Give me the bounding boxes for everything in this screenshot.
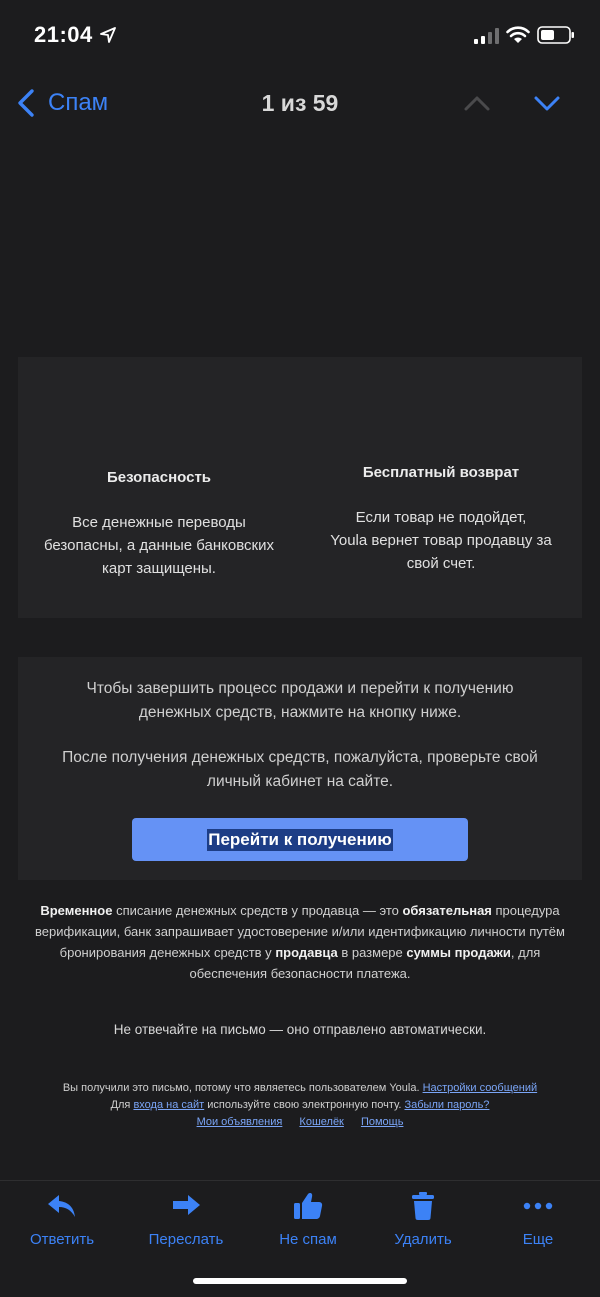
- home-indicator[interactable]: [193, 1278, 407, 1284]
- feature-title: Бесплатный возврат: [362, 464, 520, 481]
- wallet-link[interactable]: Кошелёк: [299, 1116, 344, 1128]
- thumbs-up-icon: [292, 1191, 324, 1221]
- forward-button[interactable]: [128, 1185, 244, 1248]
- get-payment-button[interactable]: [132, 818, 468, 861]
- feature-desc-line: Все денежные переводы: [72, 514, 246, 531]
- battery-icon: [537, 26, 575, 44]
- feature-security: [18, 357, 300, 618]
- forward-label: Переслать: [148, 1231, 224, 1248]
- message-settings-link[interactable]: Настройки сообщений: [422, 1082, 538, 1094]
- not-spam-button[interactable]: [250, 1185, 366, 1248]
- status-time: 21:04: [34, 22, 93, 47]
- footer-login-line: Для входа на сайт используйте свою электронную почту. Забыли пароль?: [110, 1099, 490, 1111]
- feature-desc-line: Если товар не подойдет,: [355, 509, 527, 526]
- feature-free-return: [300, 357, 582, 618]
- bottom-toolbar: [0, 1185, 600, 1265]
- feature-description: [18, 511, 300, 580]
- features-panel: [18, 357, 582, 618]
- more-label: Еще: [522, 1231, 554, 1248]
- reply-icon: [46, 1191, 78, 1221]
- site-login-link[interactable]: входа на сайт: [133, 1099, 205, 1111]
- message-counter: 1 из 59: [261, 90, 339, 116]
- chevron-up-icon[interactable]: [462, 92, 492, 114]
- signal-icon: [474, 28, 500, 44]
- cta-instruction: Чтобы завершить процесс продажи и перейти к получению денежных средств, нажмите на кнопку ниже.: [86, 680, 514, 721]
- no-reply-notice: Не отвечайте на письмо — оно отправлено автоматически.: [113, 1022, 487, 1037]
- disclaimer-text: Временное списание денежных средств у продавца — это обязательная процедура верификации, банк запрашивает удостоверение и/или идентификацию личности путём бронирования денежных средств у продавца в размере суммы продажи, для обеспечения безопасности платежа.: [35, 903, 565, 981]
- get-payment-label: Перейти к получению: [208, 829, 392, 849]
- toolbar-divider: [0, 1180, 600, 1181]
- forward-icon: [170, 1191, 202, 1221]
- help-link[interactable]: Помощь: [360, 1116, 404, 1128]
- cta-panel: [18, 657, 582, 880]
- reply-button[interactable]: [4, 1185, 120, 1248]
- delete-label: Удалить: [394, 1231, 452, 1248]
- forgot-password-link[interactable]: Забыли пароль?: [404, 1099, 490, 1111]
- more-button[interactable]: [480, 1185, 596, 1248]
- trash-icon: [407, 1191, 439, 1221]
- location-arrow-icon: [100, 27, 116, 43]
- feature-desc-line: Youla вернет товар продавцу за: [330, 532, 552, 549]
- my-listings-link[interactable]: Мои объявления: [196, 1116, 283, 1128]
- chevron-down-icon[interactable]: [532, 92, 562, 114]
- feature-description: [300, 506, 582, 575]
- status-bar: [0, 0, 600, 70]
- feature-desc-line: свой счет.: [406, 555, 476, 572]
- reply-label: Ответить: [29, 1231, 95, 1248]
- cta-note: После получения денежных средств, пожалуйста, проверьте свой личный кабинет на сайте.: [62, 749, 538, 790]
- delete-button[interactable]: [365, 1185, 481, 1248]
- not-spam-label: Не спам: [279, 1231, 337, 1248]
- feature-desc-line: безопасны, а данные банковских: [43, 537, 274, 554]
- feature-title: Безопасность: [106, 469, 212, 486]
- footer-links: [0, 1116, 600, 1128]
- footer-subscription-line: Вы получили это письмо, потому что являетесь пользователем Youla. Настройки сообщений: [62, 1082, 538, 1094]
- back-label: Спам: [48, 89, 109, 116]
- wifi-icon: [506, 26, 530, 44]
- navigation-bar: [0, 78, 600, 128]
- more-icon: [522, 1191, 554, 1221]
- feature-desc-line: карт защищены.: [102, 560, 216, 577]
